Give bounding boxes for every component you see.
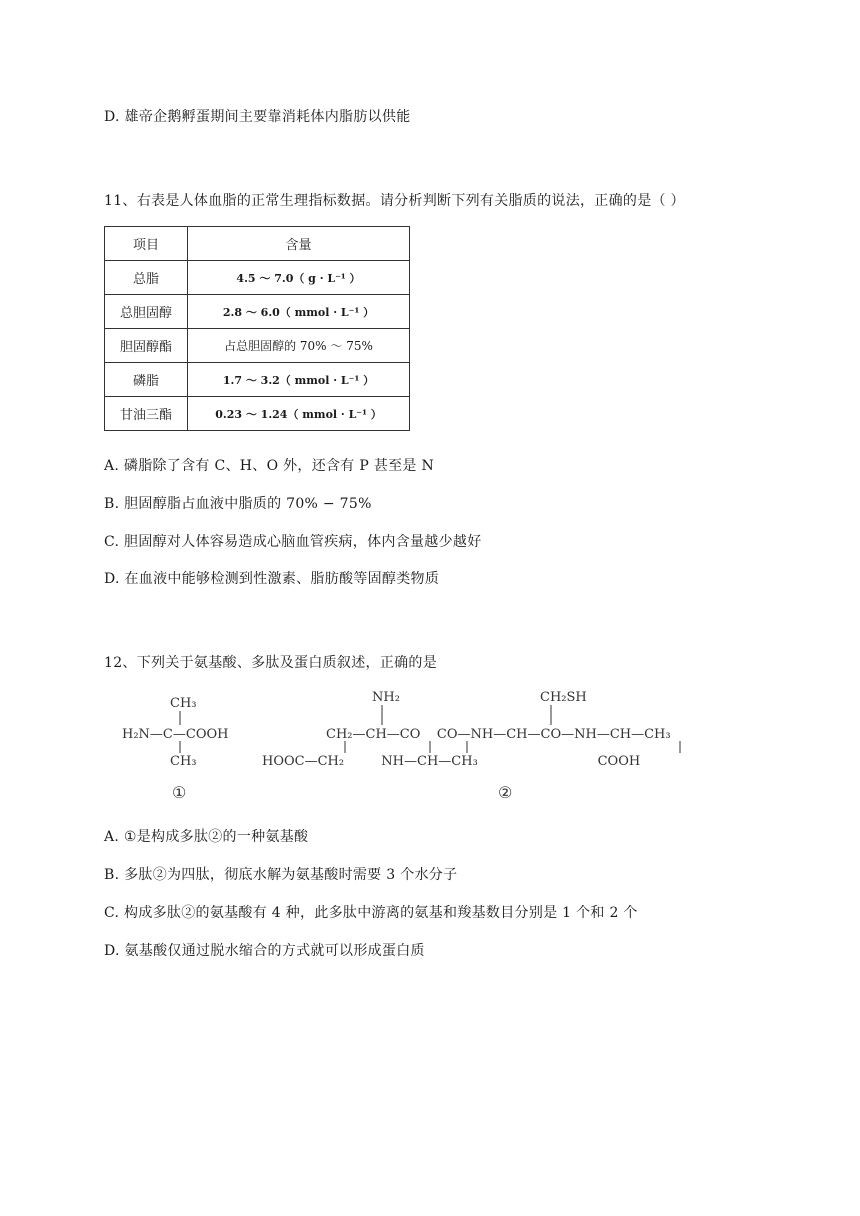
table-cell: 4.5 ～ 7.0（ g · L⁻¹ ） xyxy=(188,261,410,295)
q12-option-b: B. 多肽②为四肽，彻底水解为氨基酸时需要 3 个水分子 xyxy=(104,867,458,883)
m1-ch3-top: CH₃ xyxy=(170,696,197,711)
q11-option-c: C. 胆固醇对人体容易造成心脑血管疾病，体内含量越少越好 xyxy=(104,534,482,550)
m2-nh2: NH₂ xyxy=(372,690,400,705)
m2-row1: CH₂—CH—CO CO—NH—CH—CO—NH—CH—CH₃ xyxy=(326,727,671,742)
table-cell: 总胆固醇 xyxy=(105,295,188,329)
q12-option-a: A. ①是构成多肽②的一种氨基酸 xyxy=(104,829,309,845)
m2-number: ② xyxy=(498,783,513,802)
q11-option-a: A. 磷脂除了含有 C、H、O 外，还含有 P 甚至是 N xyxy=(104,458,435,474)
q11-option-b: B. 胆固醇脂占血液中脂质的 70% − 75% xyxy=(104,496,372,512)
table-cell: 2.8 ～ 6.0（ mmol · L⁻¹ ） xyxy=(188,295,410,329)
amino-acid-structures xyxy=(0,685,860,805)
q10-option-d: D. 雄帝企鹅孵蛋期间主要靠消耗体内脂肪以供能 xyxy=(104,109,411,125)
q12-stem: 12、下列关于氨基酸、多肽及蛋白质叙述，正确的是 xyxy=(104,655,438,671)
table-header: 项目 xyxy=(105,227,188,261)
table-row xyxy=(105,261,410,295)
m2-ch2sh: CH₂SH xyxy=(540,690,587,705)
table-row xyxy=(105,329,410,363)
m1-number: ① xyxy=(172,783,187,802)
table-cell: 占总胆固醇的 70% ～ 75% xyxy=(188,329,410,363)
table-cell: 甘油三酯 xyxy=(105,397,188,431)
table-row xyxy=(105,295,410,329)
table-cell: 磷脂 xyxy=(105,363,188,397)
m1-backbone: H₂N—C—COOH xyxy=(122,727,229,742)
table-cell: 1.7 ～ 3.2（ mmol · L⁻¹ ） xyxy=(188,363,410,397)
table-row xyxy=(105,397,410,431)
m2-row2: HOOC—CH₂ NH—CH—CH₃ COOH xyxy=(262,754,641,769)
table-row xyxy=(105,363,410,397)
table-header: 含量 xyxy=(188,227,410,261)
m1-ch3-bottom: CH₃ xyxy=(170,754,197,769)
q12-option-d: D. 氨基酸仅通过脱水缩合的方式就可以形成蛋白质 xyxy=(104,943,425,959)
lipid-table xyxy=(104,226,410,431)
table-cell: 0.23 ～ 1.24（ mmol · L⁻¹ ） xyxy=(188,397,410,431)
q12-option-c: C. 构成多肽②的氨基酸有 4 种，此多肽中游离的氨基和羧基数目分别是 1 个和 2 个 xyxy=(104,905,638,921)
table-header-row xyxy=(105,227,410,261)
table-cell: 总脂 xyxy=(105,261,188,295)
table-cell: 胆固醇酯 xyxy=(105,329,188,363)
q11-option-d: D. 在血液中能够检测到性激素、脂肪酸等固醇类物质 xyxy=(104,571,440,587)
q11-stem: 11、右表是人体血脂的正常生理指标数据。请分析判断下列有关脂质的说法，正确的是（ ） xyxy=(104,193,685,209)
